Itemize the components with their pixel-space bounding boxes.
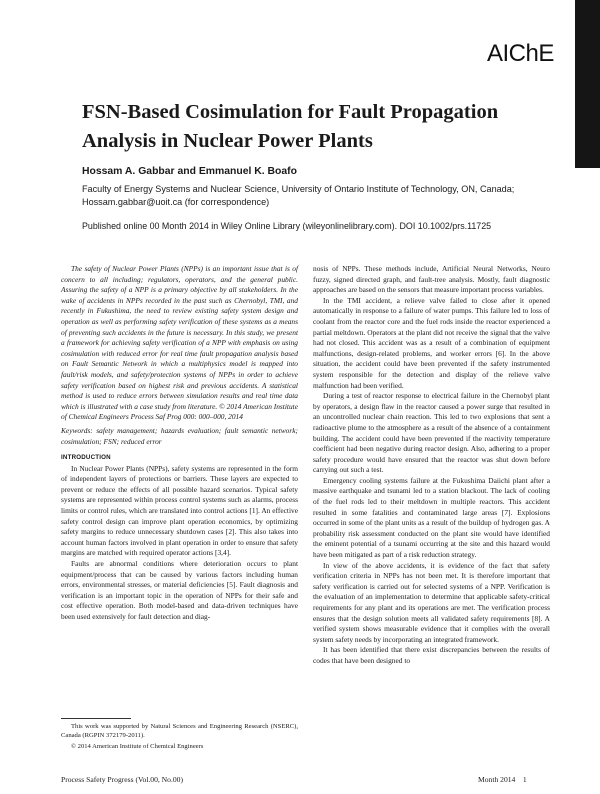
footnote-rule: [61, 718, 131, 719]
affiliation-email: Hossam.gabbar@uoit.ca (for correspondence): [82, 197, 270, 207]
body-paragraph-4: Emergency cooling systems failure at the Fukushima Daiichi plant after a massive earthquake and tsunami led to a station blackout. The lack of cooling of the fuel rods led to their meltdown in multiple reactors. This accident resulted in some fatalities and contaminated large areas [7]. Explosions occurred in some of the plant units as a result of the buildup of hydrogen gas. A probability risk assessment conducted on the plant site would have identified the eminent potential of a tsunami occurring at the site and this hazard would have been mitigated as part of a risk reduction strategy.: [313, 475, 550, 560]
left-column: [61, 264, 298, 623]
title-line-2: Analysis in Nuclear Power Plants: [82, 130, 373, 152]
body-paragraph-3: During a test of reactor response to electrical failure in the Chernobyl plant by operators, a design flaw in the reactor caused a power surge that resulted in an uncontrolled nuclear chain reaction. This led to two explosions that sent a radioactive plume to the atmosphere as a result of the absence of a containment building. The accident could have been prevented if the reactivity temperature coefficient had been negative during reactor design. Also, adhering to a proper safety procedure would have ensured that the reactor was shut down before carrying out such a test.: [313, 391, 550, 475]
article-title: [82, 98, 522, 156]
right-column: [313, 264, 550, 667]
journal-footer: Process Safety Progress (Vol.00, No.00): [61, 775, 183, 784]
footnote-funding: This work was supported by Natural Sciences and Engineering Research (NSERC), Canada (RGPIN 372179-2011).: [61, 723, 298, 739]
affiliation-line-1: Faculty of Energy Systems and Nuclear Science, University of Ontario Institute of Technology, ON, Canada;: [82, 184, 515, 194]
page-number-footer: Month 2014 1: [478, 775, 527, 784]
section-heading-introduction: INTRODUCTION: [61, 454, 111, 462]
aiche-logo: AIChE: [487, 40, 554, 67]
intro-paragraph-2: Faults are abnormal conditions where deterioration occurs to plant equipment/process that can be caused by various factors including human errors, environmental stresses, or material deficiencies [5]. Fault diagnosis and verification is an important topic in the operation of NPPs for their safe and cost effective operation. Both model-based and data-driven techniques have been used extensively for fault detection and diag-: [61, 559, 298, 621]
body-paragraph-5: In view of the above accidents, it is evidence of the fact that safety verification criteria in NPPs has not been met. It is therefore important that safety verification is carried out for selected systems of a NPP. Verification is the evaluation of an implementation to determine that applicable safety-critical requirements for any plant and its operations are met. The verification process ensures that the design solution meets all validated safety requirements [8]. A verified system shows measurable evidence that it complies with the overall system safety needs by incorporating an integrated framework.: [313, 560, 550, 644]
affiliation: [82, 183, 515, 209]
section-tab: [575, 0, 600, 168]
keywords: Keywords: safety management; hazards evaluation; fault semantic network; cosimulation; FSN; reduced error: [61, 425, 298, 446]
authors: Hossam A. Gabbar and Emmanuel K. Boafo: [82, 166, 297, 177]
footnote: [61, 718, 298, 755]
footnote-copyright: © 2014 American Institute of Chemical Engineers: [71, 743, 204, 751]
body-paragraph-6: It has been identified that there exist discrepancies between the results of codes that have been designed to: [313, 645, 550, 665]
abstract-text: The safety of Nuclear Power Plants (NPPs) is an important issue that is of concern to all including; regulators, operators, and the general public. Assuring the safety of a NPP is a primary objective by all stakeholders. In the wake of accidents in NPPs recorded in the past such as Chernobyl, TMI, and recently in Fukushima, the need to review existing safety system design and operation as well as performing safety verification of these systems as a means of preventing such accidents in the future is necessary. In this study, we present a framework for achieving safety verification of a NPP with emphasis on using cosimulation with reduced error for real time fault propagation analysis based on Fault Semantic Network in which a multiphysics model is mapped into fault/risk models, and safety/protection systems of NPPs in order to achieve safety verification based on highest risk and previous accidents. A statistical method is used to reduce errors between simulation results and real time data which is illustrated with a case study from literature. © 2014 American Institute of Chemical Engineers Process Saf Prog 000: 000–000, 2014: [61, 264, 298, 422]
title-line-1: FSN-Based Cosimulation for Fault Propagation: [82, 101, 499, 123]
intro-paragraph-1: In Nuclear Power Plants (NPPs), safety systems are represented in the form of independent layers of protections or barriers. These layers are expected to prevent or reduce the effects of all possible hazard scenarios. Typical safety systems are represented within process control systems such as alarms, process limits or control rules, which are translated into control actions [1]. An effective safety control design can improve plant operation economics, by optimizing safety margins to reduce unnecessary shutdown cases [2]. This also takes into account human factors involved in plant operation in order to ensure that safety margins are matched with required operator actions [3,4].: [61, 463, 298, 558]
body-paragraph-1: nosis of NPPs. These methods include, Artificial Neural Networks, Neuro fuzzy, signed directed graph, and fault-tree analysis. Mostly, fault diagnostic approaches are based on the sensors that measure important process variables.: [313, 264, 550, 295]
publication-info: Published online 00 Month 2014 in Wiley Online Library (wileyonlinelibrary.com). DOI 10.1002/prs.11725: [82, 221, 492, 231]
body-paragraph-2: In the TMI accident, a relieve valve failed to close after it opened automatically in response to a failure of water pumps. This failure led to loss of coolant from the reactor core and the fuel rods inside the reactor experienced a partial meltdown. Operators at the plant did not receive the signal that the valve had not closed. This accident was as a result of a combination of equipment malfunctions, design-related problems, and worker errors [6]. In the above situation, the accident could have been prevented if the safety instrumented system responsible for the detection and display of the relieve valve malfunction had been verified.: [313, 295, 550, 390]
